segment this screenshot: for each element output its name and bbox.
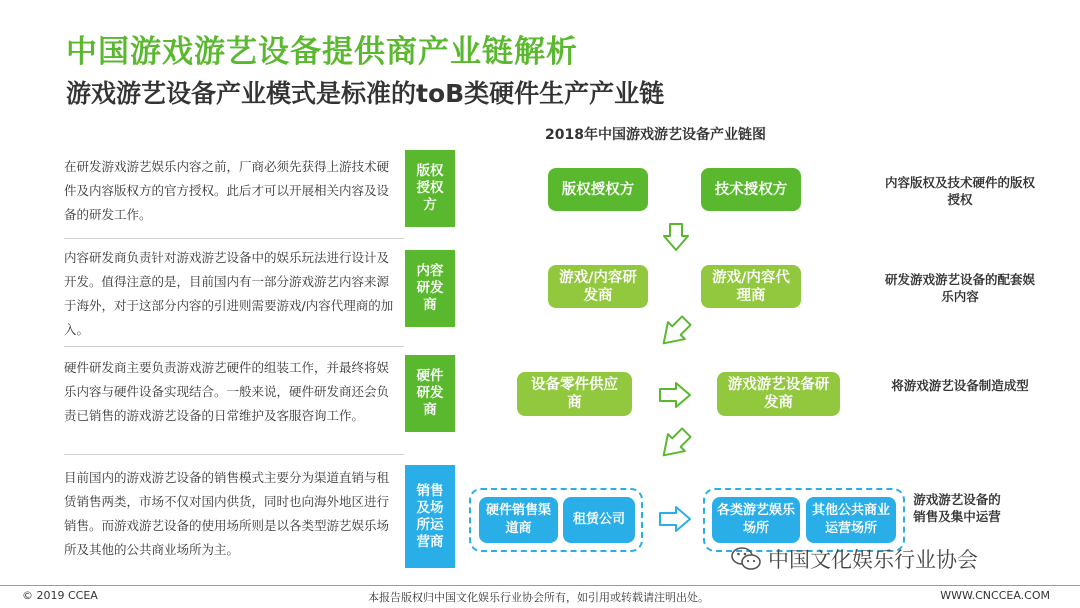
- node-hardware-sales-channel: 硬件销售渠道商: [479, 497, 558, 543]
- row-4-result: 游戏游艺设备的销售及集中运营: [913, 492, 1001, 524]
- row-3-result: 将游戏游艺设备制造成型: [891, 378, 1029, 393]
- watermark: [730, 544, 978, 574]
- footer-copyright: © 2019 CCEA: [22, 589, 98, 602]
- watermark-text: 中国文化娱乐行业协会: [768, 548, 978, 572]
- stage-copyright-licensor: 版权授权方: [405, 150, 455, 227]
- footer-divider: [0, 585, 1080, 586]
- node-game-content-agent: 游戏/内容代理商: [701, 265, 801, 308]
- row-1-result: 内容版权及技术硬件的版权授权: [885, 175, 1036, 207]
- wechat-icon: [730, 545, 762, 573]
- row-2-description: 内容研发商负责针对游戏游艺设备中的娱乐玩法进行设计及开发。值得注意的是，目前国内有一部分游戏游艺内容来源于海外，对于这部分内容的引进则需要游戏/内容代理商的加入。: [64, 250, 394, 337]
- row-2-result: 研发游戏游艺设备的配套娱乐内容: [885, 272, 1036, 304]
- node-game-content-developer: 游戏/内容研发商: [548, 265, 648, 308]
- arrow-right-icon: [658, 381, 692, 409]
- arrow-right-icon: [658, 505, 692, 533]
- row-divider: [64, 346, 404, 347]
- node-public-commercial-venues: 其他公共商业运营场所: [806, 497, 896, 543]
- row-3-description: 硬件研发商主要负责游戏游艺硬件的组装工作，并最终将娱乐内容与硬件设备实现结合。一般来说，硬件研发商还会负责已销售的游戏游艺设备的日常维护及客服咨询工作。: [64, 360, 390, 423]
- node-leasing-company: 租赁公司: [563, 497, 635, 543]
- node-parts-supplier: 设备零件供应商: [517, 372, 632, 416]
- row-divider: [64, 454, 404, 455]
- stage-content-developer: 内容研发商: [405, 250, 455, 327]
- arrow-diagonal-icon: [655, 312, 695, 352]
- row-1-description: 在研发游戏游艺娱乐内容之前，厂商必须先获得上游技术硬件及内容版权方的官方授权。此后才可以开展相关内容及设备的研发工作。: [64, 159, 390, 222]
- node-entertainment-venues: 各类游艺娱乐场所: [712, 497, 800, 543]
- arrow-down-icon: [662, 222, 690, 252]
- page-title: 中国游戏游艺设备提供商产业链解析: [66, 34, 578, 70]
- row-divider: [64, 238, 404, 239]
- footer-website-link[interactable]: WWW.CNCCEA.COM: [940, 589, 1050, 602]
- stage-hardware-developer: 硬件研发商: [405, 355, 455, 432]
- row-4-description: 目前国内的游戏游艺设备的销售模式主要分为渠道直销与租赁销售两类，市场不仅对国内供货，同时也向海外地区进行销售。而游戏游艺设备的使用场所则是以各类型游艺娱乐场所及其他的公共商业场所为主。: [64, 470, 390, 557]
- diagram-title: 2018年中国游戏游艺设备产业链图: [545, 127, 766, 143]
- arrow-diagonal-icon: [655, 424, 695, 464]
- footer-notice: 本报告版权归中国文化娱乐行业协会所有，如引用或转载请注明出处。: [368, 591, 709, 604]
- node-copyright-licensor: 版权授权方: [548, 168, 648, 211]
- node-tech-licensor: 技术授权方: [701, 168, 801, 211]
- node-equipment-developer: 游戏游艺设备研发商: [717, 372, 840, 416]
- stage-sales-venue-operator: 销售及场所运营商: [405, 465, 455, 568]
- page-subtitle: 游戏游艺设备产业模式是标准的toB类硬件生产产业链: [66, 79, 665, 108]
